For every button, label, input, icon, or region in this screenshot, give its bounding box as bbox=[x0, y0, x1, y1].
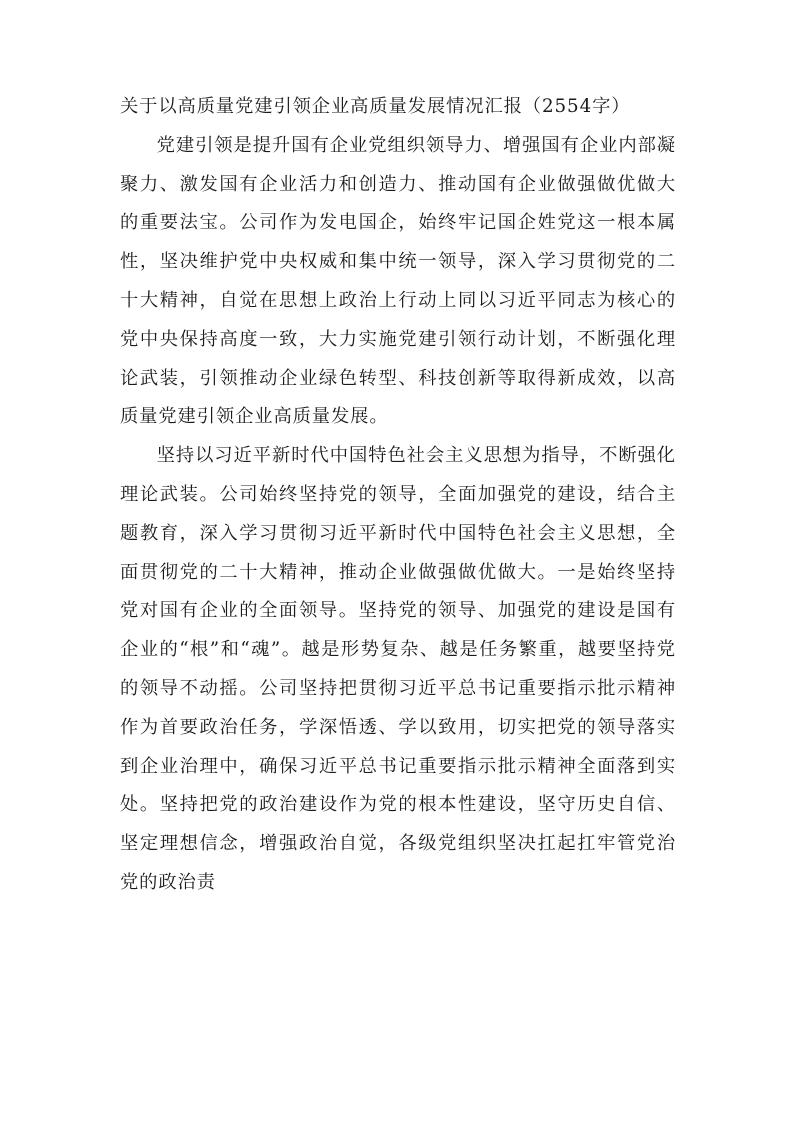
paragraph-intro: 党建引领是提升国有企业党组织领导力、增强国有企业内部凝聚力、激发国有企业活力和创造力、推动国有企业做强做优做大的重要法宝。公司作为发电国企，始终牢记国企姓党这一根本属性，坚决维护党中央权威和集中统一领导，深入学习贯彻党的二十大精神，自觉在思想上政治上行动上同以习近平同志为核心的党中央保持高度一致，大力实施党建引领行动计划，不断强化理论武装，引领推动企业绿色转型、科技创新等取得新成效，以高质量党建引领企业高质量发展。 bbox=[120, 134, 676, 428]
document-title: 关于以高质量党建引领企业高质量发展情况汇报（2554字） bbox=[120, 96, 631, 117]
document-body bbox=[120, 88, 676, 903]
paragraph-theory: 坚持以习近平新时代中国特色社会主义思想为指导，不断强化理论武装。公司始终坚持党的领导，全面加强党的建设，结合主题教育，深入学习贯彻习近平新时代中国特色社会主义思想，全面贯彻党的二十大精神，推动企业做强做优做大。一是始终坚持党对国有企业的全面领导。坚持党的领导、加强党的建设是国有企业的“根”和“魂”。越是形势复杂、越是任务繁重，越要坚持党的领导不动摇。公司坚持把贯彻习近平总书记重要指示批示精神作为首要政治任务，学深悟透、学以致用，切实把党的领导落实到企业治理中，确保习近平总书记重要指示批示精神全面落到实处。坚持把党的政治建设作为党的根本性建设，坚守历史自信、坚定理想信念，增强政治自觉，各级党组织坚决扛起扛牢管党治党的政治责 bbox=[120, 445, 676, 893]
